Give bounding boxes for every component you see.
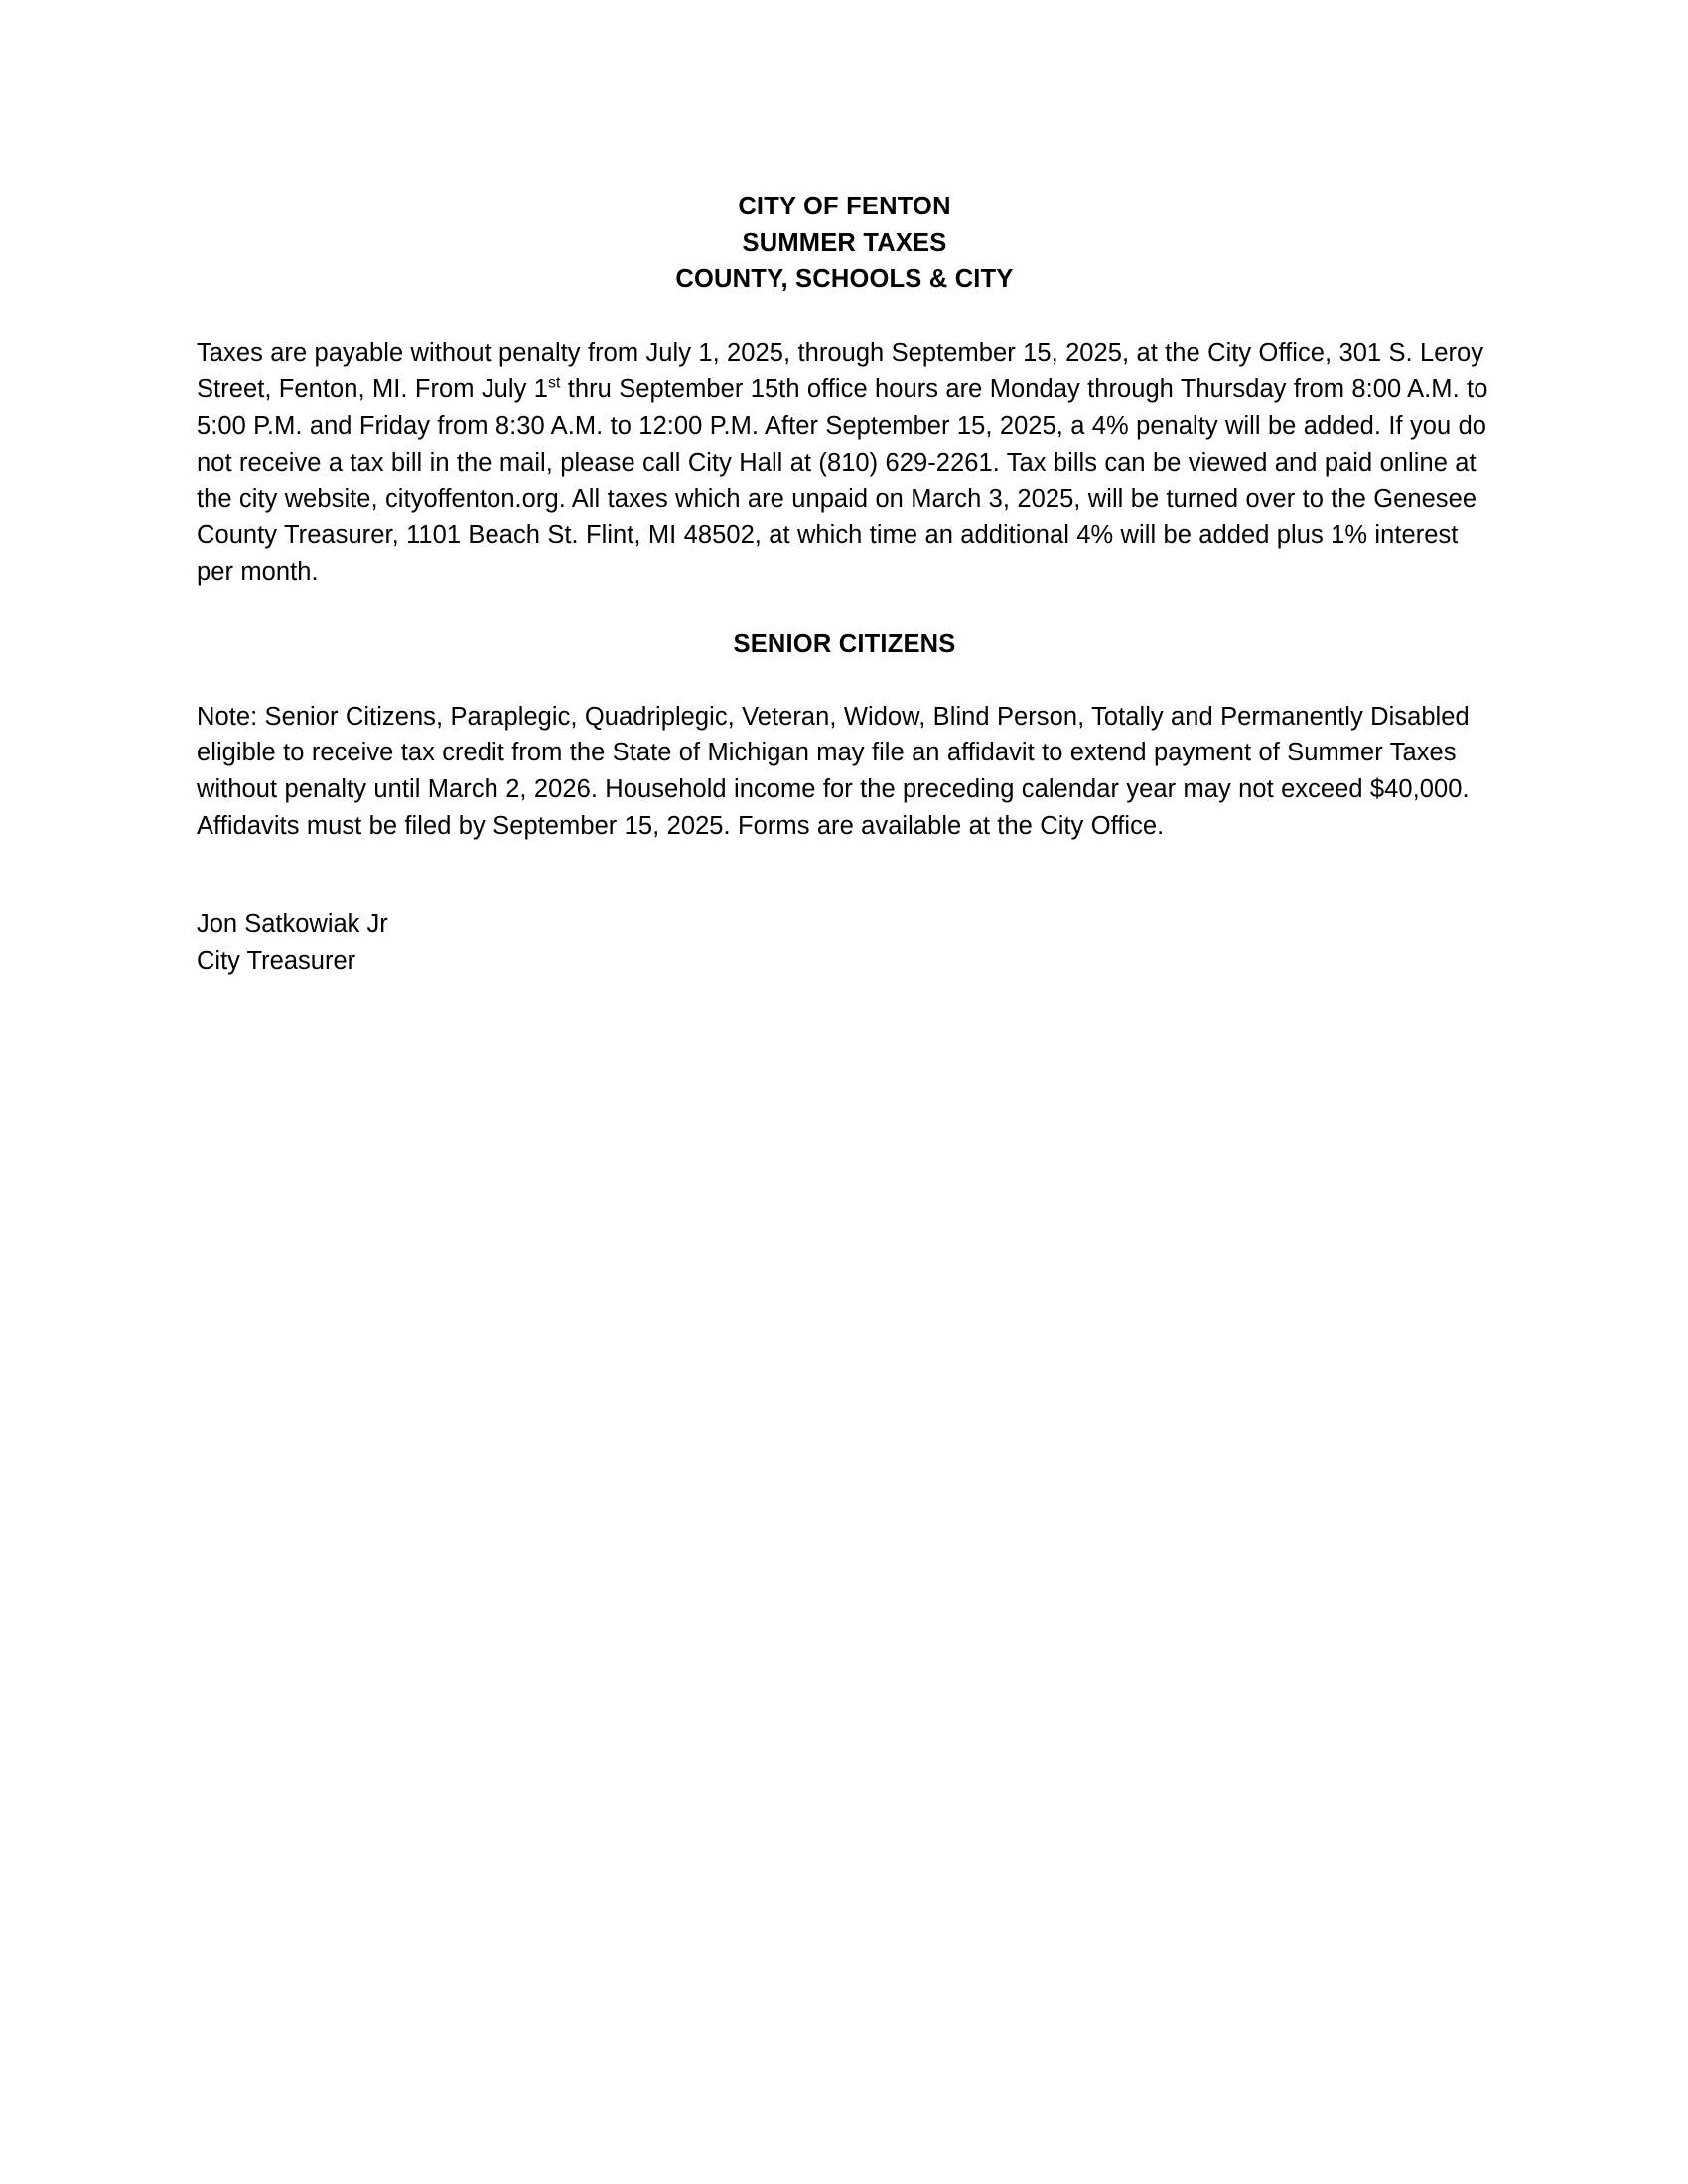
- ordinal-suffix-st: st: [548, 374, 561, 392]
- spacer-before-signature: [197, 845, 1492, 906]
- paragraph-tax-payment-info: [197, 336, 1492, 592]
- title-line-summer-taxes: SUMMER TAXES: [742, 228, 947, 257]
- document-content: [197, 189, 1492, 979]
- spacer-after-senior-heading: [197, 663, 1492, 699]
- title-line-county-schools-city: COUNTY, SCHOOLS & CITY: [675, 265, 1014, 293]
- document-title-block: [197, 189, 1492, 298]
- spacer-after-title: [197, 298, 1492, 336]
- section-heading-senior-citizens: SENIOR CITIZENS: [733, 630, 956, 659]
- spacer-before-senior-heading: [197, 591, 1492, 626]
- paragraph-senior-citizens-note: Note: Senior Citizens, Paraplegic, Quadriplegic, Veteran, Widow, Blind Person, Totally and Permanently Disabled eligible to receive tax credit from the State of Michigan may file an affidavit to extend payment of Summer Taxes without penalty until March 2, 2026. Household income for the preceding calendar year may not exceed $40,000. Affidavits must be filed by September 15, 2025. Forms are available at the City Office.: [197, 702, 1470, 840]
- title-line-city: CITY OF FENTON: [738, 193, 951, 220]
- signature-name: Jon Satkowiak Jr: [197, 909, 388, 938]
- paragraph-1-part-2: thru September 15th office hours are Monday through Thursday from 8:00 A.M. to 5:00 P.M. and Friday from 8:30 A.M. to 12:00 P.M. After September 15, 2025, a 4% penalty will be added. If you do not receive a tax bill in the mail, please call City Hall at (810) 629-2261. Tax bills can be viewed and paid online at the city website, cityoffenton.org. All taxes which are unpaid on March 3, 2025, will be turned over to the Genesee County Treasurer, 1101 Beach St. Flint, MI 48502, at which time an additional 4% will be added plus 1% interest per month.: [197, 375, 1488, 587]
- paragraph-1-part-1: Taxes are payable without penalty from July 1, 2025, through September 15, 2025, at the City Office, 301 S. Leroy Street, Fenton, MI. From July 1: [197, 339, 1484, 404]
- signature-title: City Treasurer: [197, 946, 356, 975]
